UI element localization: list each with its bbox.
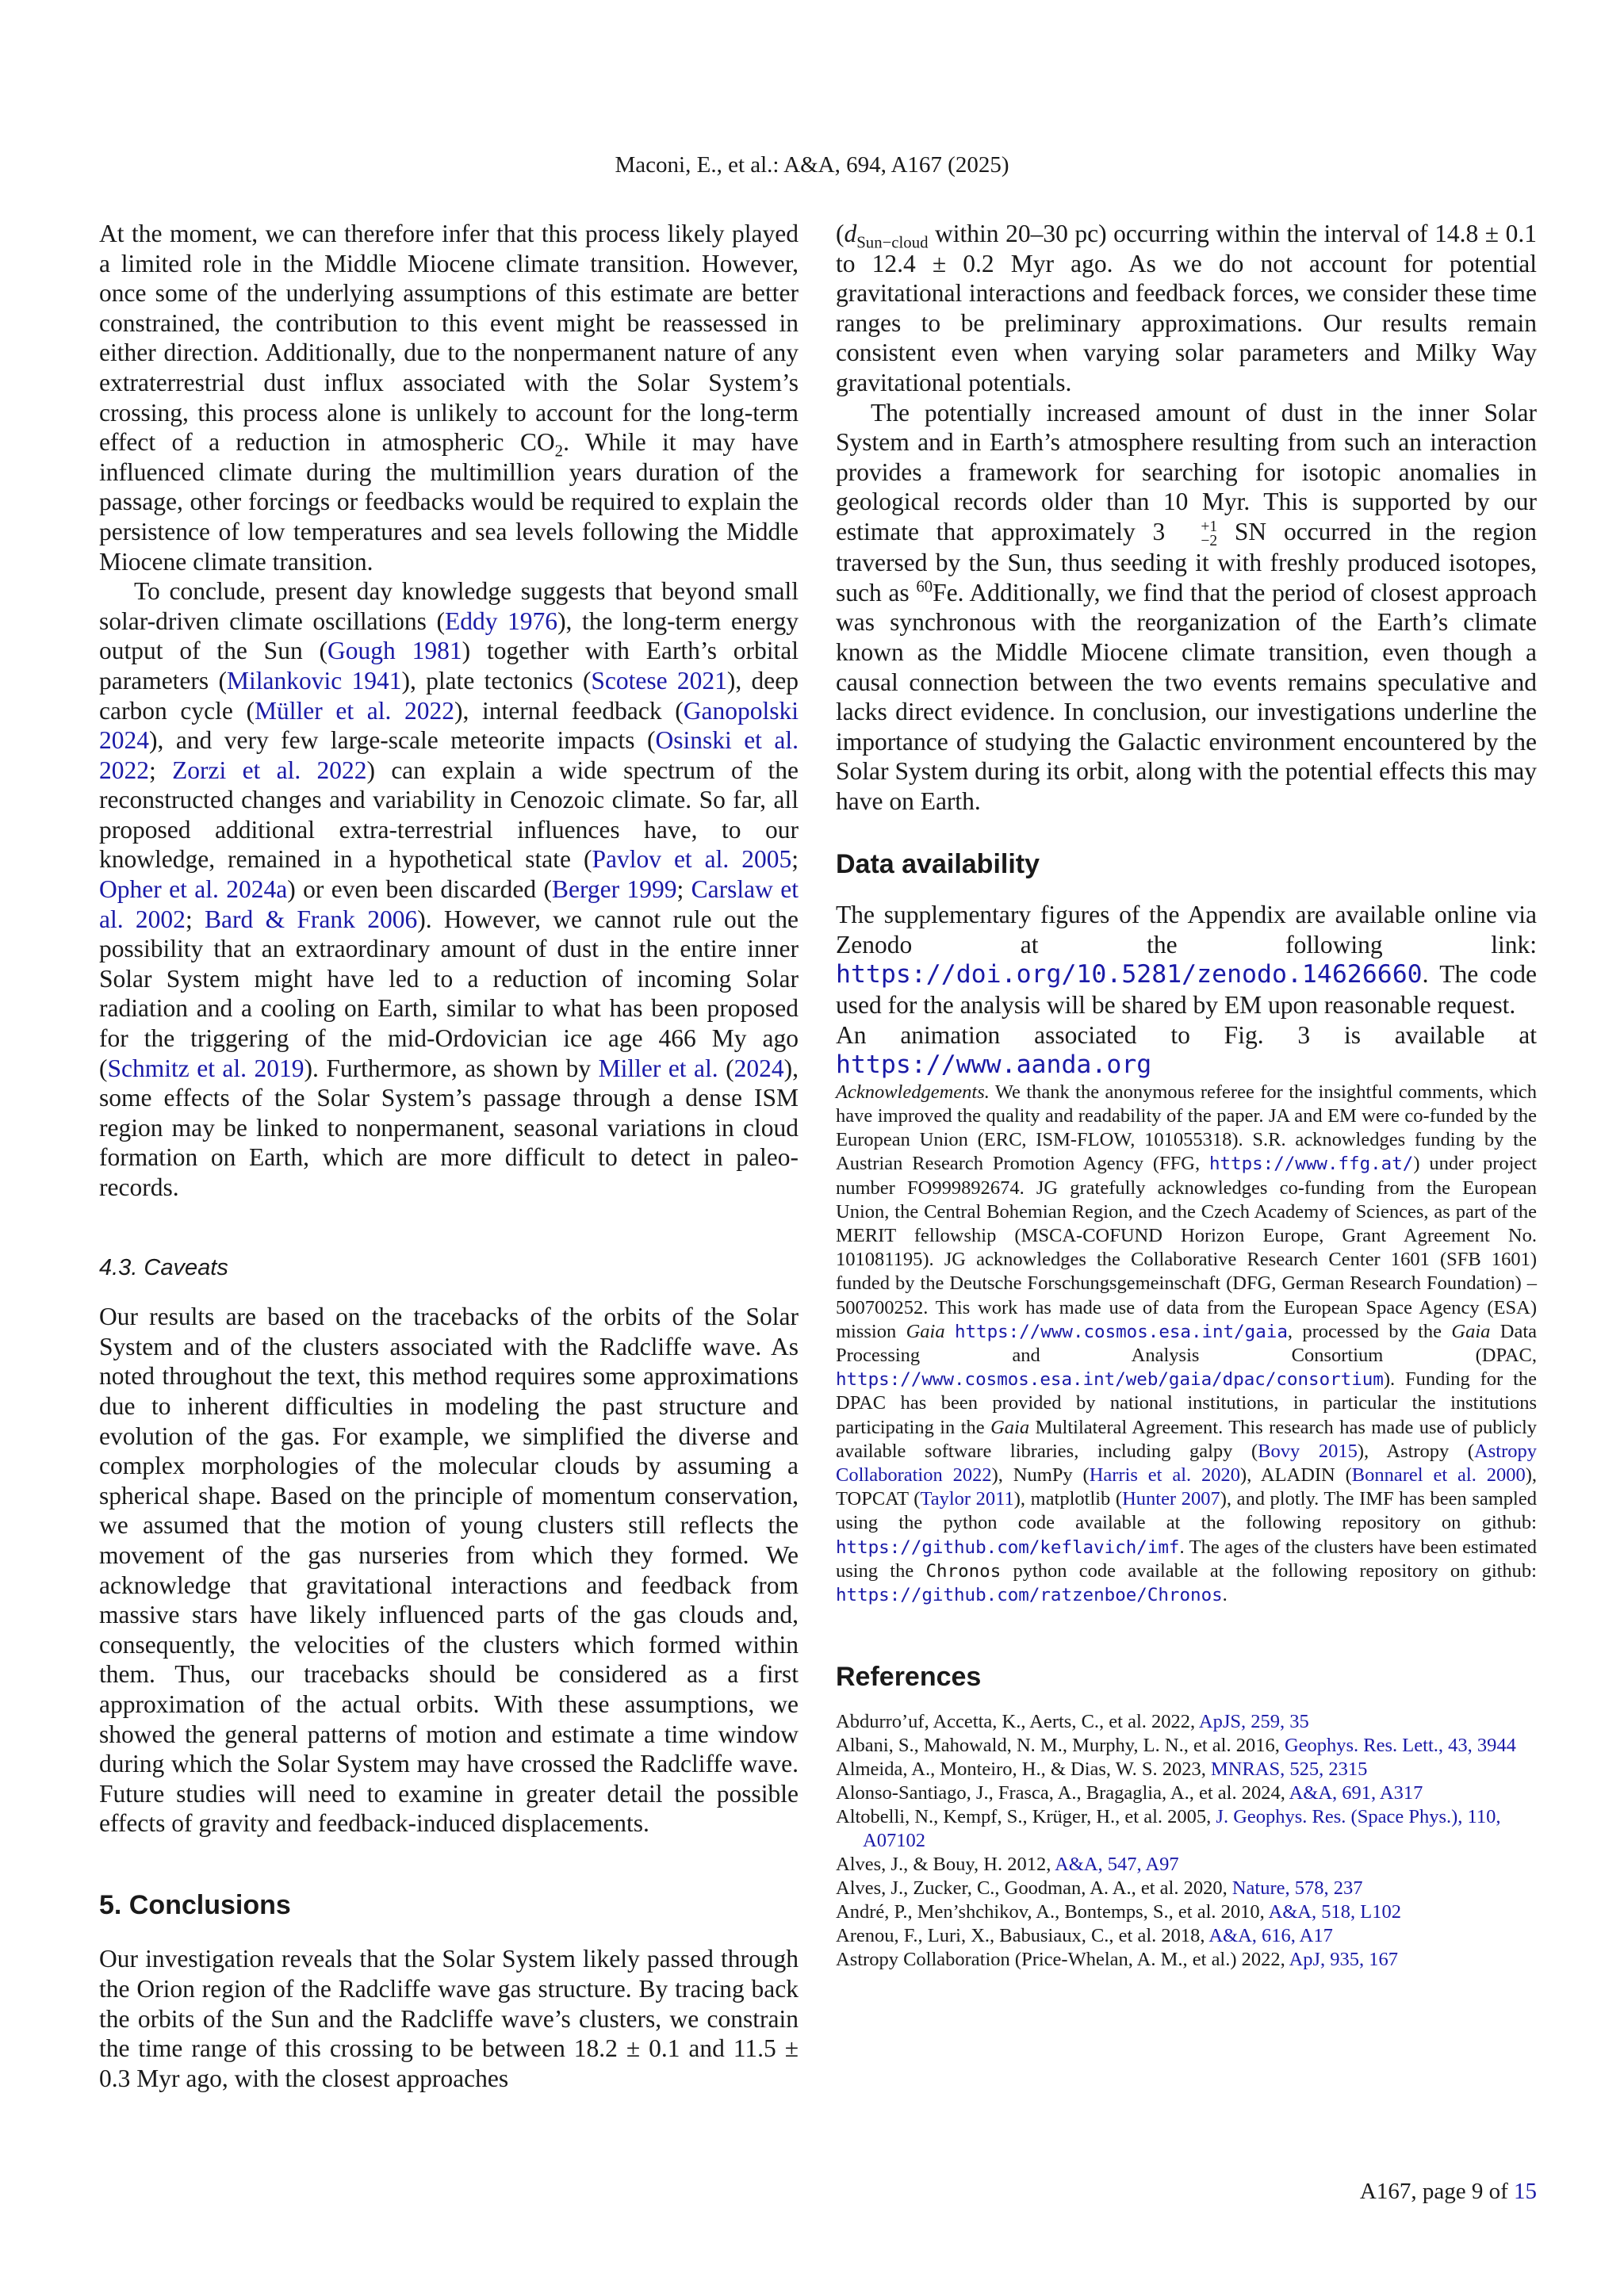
- citation-link[interactable]: Bard & Frank 2006: [205, 905, 418, 933]
- paragraph-data-availability: The supplementary figures of the Appendix are available online via Zenodo at the following link: https://doi.org/10.5281/zenodo.14626660. The code used for the analysis will be shared by EM upon reasonable request.: [836, 901, 1537, 1019]
- paragraph-dust-influx: At the moment, we can therefore infer that this process likely played a limited role in the Middle Miocene climate transition. However, once some of the underlying assumptions of this estimate are better constrained, the contribution to this event might be reassessed in either direction. Additionally, due to the nonpermanent nature of any extraterrestrial dust influx associated with the Solar System’s crossing, this process alone is unlikely to account for the long-term effect of a reduction in atmospheric $CO_2$. While it may have influenced climate during the multimillion years duration of the passage, other forcings or feedbacks would be required to explain the persistence of low temperatures and sea levels following the Middle Miocene climate transition.: [99, 220, 799, 576]
- acknowledgements: Acknowledgements. We thank the anonymous referee for the insightful comments, which have improved the quality and readability of the paper. JA and EM were co-funded by the European Union (ERC, ISM-FLOW, 101055318). S.R. acknowledges funding by the Austrian Research Promotion Agency (FFG, https://www.ffg.at/) under project number FO999892674. JG gratefully acknowledges co-funding from the European Union, the Central Bohemian Region, and the Czech Academy of Sciences, as part of the MERIT fellowship (MSCA-COFUND Horizon Europe, Grant Agreement No. 101081195). JG acknowledges the Collaborative Research Center 1601 (SFB 1601) funded by the Deutsche Forschungsgemeinschaft (DFG, German Research Foundation) – 500700252. This work has made use of data from the European Space Agency (ESA) mission Gaia https://www.cosmos.esa.int/gaia, processed by the Gaia Data Processing and Analysis Consortium (DPAC, https://www.cosmos.esa.int/web/gaia/dpac/consortium). Funding for the DPAC has been provided by national institutions, in particular the institutions participating in the Gaia Multilateral Agreement. This research has made use of publicly available software libraries, including galpy (Bovy 2015), Astropy (Astropy Collaboration 2022), NumPy (Harris et al. 2020), ALADIN (Bonnarel et al. 2000), TOPCAT (Taylor 2011), matplotlib (Hunter 2007), and plotly. The IMF has been sampled using the python code available at the following repository on github: https://github.com/keflavich/imf. The ages of the clusters have been estimated using the Chronos python code available at the following repository on github: https://github.com/ratzenboe/Chronos.: [836, 1081, 1537, 1606]
- citation-link[interactable]: Eddy 1976: [444, 607, 558, 635]
- chronos-code-name: Chronos: [925, 1560, 1002, 1582]
- citation-link[interactable]: Carslaw et al. 2002: [99, 875, 799, 933]
- citation-link[interactable]: Ganopolski 2024: [99, 696, 799, 755]
- citation-link[interactable]: Schmitz et al. 2019: [107, 1054, 304, 1082]
- citation-link[interactable]: Osinski et al. 2022: [99, 726, 799, 784]
- paragraph-conclusions: Our investigation reveals that the Solar System likely passed through the Orion region of the Radcliffe wave gas structure. By tracing back the orbits of the Sun and the Radcliffe wave’s clusters, we constrain the time range of this crossing to be between 18.2 ± 0.1 and 11.5 ± 0.3 Myr ago, with the closest approaches: [99, 1945, 799, 2092]
- reference-link[interactable]: ApJ, 935, 167: [1289, 1948, 1399, 1970]
- aanda-link[interactable]: https://www.aanda.org: [836, 1050, 1152, 1080]
- citation-link[interactable]: Berger 1999: [551, 875, 677, 904]
- citation-link[interactable]: Harris et al. 2020: [1089, 1464, 1241, 1487]
- reference-link[interactable]: A&A, 616, A17: [1208, 1924, 1333, 1946]
- paragraph-conclude: To conclude, present day knowledge suggests that beyond small solar-driven climate oscillations (Eddy 1976), the long-term energy output of the Sun (Gough 1981) together with Earth’s orbital parameters (Milankovic 1941), plate tectonics (Scotese 2021), deep carbon cycle (Müller et al. 2022), internal feedback (Ganopolski 2024), and very few large-scale meteorite impacts (Osinski et al. 2022; Zorzi et al. 2022) can explain a wide spectrum of the reconstructed changes and variability in Cenozoic climate. So far, all proposed additional extra-terrestrial influences have, to our knowledge, remained in a hypothetical state (Pavlov et al. 2005; Opher et al. 2024a) or even been discarded (Berger 1999; Carslaw et al. 2002; Bard & Frank 2006). However, we cannot rule out the possibility that an extraordinary amount of dust in the entire inner Solar System might have led to a reduction of incoming Solar radiation and a cooling on Earth, similar to what has been proposed for the triggering of the mid-Ordovician ice age 466 My ago (Schmitz et al. 2019). Furthermore, as shown by Miller et al. (2024), some effects of the Solar System’s passage through a dense ISM region may be linked to nonpermanent, seasonal variations in cloud formation on Earth, which are more difficult to detect in paleo-records.: [99, 577, 799, 1201]
- citation-link[interactable]: 2024: [733, 1054, 784, 1082]
- caveats-heading: 4.3. Caveats: [99, 1254, 228, 1280]
- paragraph-animation: An animation associated to Fig. 3 is available at https://www.aanda.org: [836, 1020, 1537, 1080]
- reference-item: Alves, J., & Bouy, H. 2012, A&A, 547, A97: [836, 1853, 1179, 1875]
- sn-uncertainty: +1 −2: [1201, 519, 1218, 549]
- reference-link[interactable]: A&A, 691, A317: [1289, 1781, 1423, 1804]
- gaia-link[interactable]: https://www.cosmos.esa.int/gaia: [954, 1321, 1288, 1342]
- dpac-link[interactable]: https://www.cosmos.esa.int/web/gaia/dpac/consortium: [836, 1369, 1384, 1391]
- citation-link[interactable]: Bonnarel et al. 2000: [1351, 1464, 1526, 1487]
- citation-link[interactable]: Bovy 2015: [1258, 1440, 1358, 1462]
- paragraph-caveats: Our results are based on the tracebacks of the orbits of the Solar System and of the clusters associated with the Radcliffe wave. As noted throughout the text, this method requires some approximations due to inherent difficulties in modeling the past structure and evolution of the gas. For example, we simplified the diverse and complex morphologies of the molecular clouds by assuming a spherical shape. Based on the principle of momentum conservation, we assumed that the motion of young clusters still reflects the movement of the gas nurseries from which they formed. We acknowledge that gravitational interactions and feedback from massive stars have likely influenced parts of the gas clouds and, consequently, the velocities of the clusters which formed within them. Thus, our tracebacks should be considered as a first approximation of the actual orbits. With these assumptions, we showed the general patterns of motion and estimate a time window during which the Solar System may have crossed the Radcliffe wave. Future studies will need to examine in greater detail the possible effects of gravity and feedback-induced displacements.: [99, 1303, 799, 1838]
- paragraph-closest-approach: ($d_{Sun-cloud}$ within 20–30 pc) occurring within the interval of 14.8 ± 0.1 to 12.4 ± 0.2 Myr ago. As we do not account for potential gravitational interactions and feedback forces, we consider these time ranges to be preliminary approximations. Our results remain consistent even when varying solar parameters and Milky Way gravitational potentials.: [836, 220, 1537, 396]
- citation-link[interactable]: Milankovic 1941: [226, 666, 402, 695]
- reference-item: Arenou, F., Luri, X., Babusiaux, C., et al. 2018, A&A, 616, A17: [836, 1924, 1333, 1946]
- reference-item: Alonso-Santiago, J., Frasca, A., Bragaglia, A., et al. 2024, A&A, 691, A317: [836, 1781, 1423, 1804]
- citation-link[interactable]: Miller et al.: [598, 1054, 718, 1082]
- reference-item: André, P., Men’shchikov, A., Bontemps, S., et al. 2010, A&A, 518, L102: [836, 1900, 1401, 1923]
- citation-link[interactable]: Taylor 2011: [920, 1488, 1014, 1510]
- citation-link[interactable]: Hunter 2007: [1122, 1488, 1220, 1510]
- reference-link[interactable]: A&A, 547, A97: [1055, 1853, 1179, 1875]
- references-heading: References: [836, 1662, 982, 1693]
- paragraph-dust-framework: The potentially increased amount of dust in the inner Solar System and in Earth’s atmosphere resulting from such an interaction provides a framework for searching for isotopic anomalies in geological records older than 10 Myr. This is supported by our estimate that approximately 3 +1 −2 SN occurred in the region traversed by the Sun, thus seeding it with freshly produced isotopes, such as $^{60}$Fe. Additionally, we find that the period of closest approach was synchronous with the reorganization of the Earth’s climate known as the Middle Miocene climate transition, even though a causal connection between the two events remains speculative and lacks direct evidence. In conclusion, our investigations underline the importance of studying the Galactic environment encountered by the Solar System during its orbit, along with the potential effects this may have on Earth.: [836, 398, 1537, 816]
- reference-link[interactable]: ApJS, 259, 35: [1198, 1710, 1309, 1732]
- reference-link[interactable]: J. Geophys. Res. (Space Phys.), 110, A07102: [863, 1805, 1501, 1851]
- imf-github-link[interactable]: https://github.com/keflavich/imf: [836, 1536, 1180, 1558]
- ffg-link[interactable]: https://www.ffg.at/: [1208, 1154, 1414, 1175]
- reference-link[interactable]: A&A, 518, L102: [1268, 1900, 1401, 1923]
- page-footer: A167, page 9 of 15: [1359, 2179, 1537, 2204]
- left-column: [99, 219, 799, 2093]
- references-list: [836, 1710, 1537, 1972]
- total-pages-link[interactable]: 15: [1514, 2179, 1537, 2204]
- running-head: Maconi, E., et al.: A&A, 694, A167 (2025): [615, 152, 1009, 178]
- data-availability-heading: Data availability: [836, 848, 1040, 879]
- citation-link[interactable]: Scotese 2021: [591, 666, 727, 695]
- reference-link[interactable]: Nature, 578, 237: [1231, 1877, 1363, 1899]
- reference-link[interactable]: Geophys. Res. Lett., 43, 3944: [1284, 1734, 1516, 1756]
- reference-item: Altobelli, N., Kempf, S., Krüger, H., et al. 2005, J. Geophys. Res. (Space Phys.), 110, A07102: [836, 1805, 1501, 1851]
- citation-link[interactable]: Pavlov et al. 2005: [592, 845, 792, 874]
- reference-item: Astropy Collaboration (Price-Whelan, A. M., et al.) 2022, ApJ, 935, 167: [836, 1948, 1399, 1970]
- conclusions-heading: 5. Conclusions: [99, 1889, 291, 1920]
- reference-item: Alves, J., Zucker, C., Goodman, A. A., et al. 2020, Nature, 578, 237: [836, 1877, 1363, 1899]
- right-column: [836, 219, 1537, 1972]
- reference-item: Abdurro’uf, Accetta, K., Aerts, C., et al. 2022, ApJS, 259, 35: [836, 1710, 1309, 1732]
- chronos-github-link[interactable]: https://github.com/ratzenboe/Chronos: [836, 1585, 1223, 1606]
- reference-item: Albani, S., Mahowald, N. M., Murphy, L. N., et al. 2016, Geophys. Res. Lett., 43, 3944: [836, 1734, 1516, 1756]
- reference-link[interactable]: MNRAS, 525, 2315: [1210, 1758, 1368, 1780]
- citation-link[interactable]: Müller et al. 2022: [254, 696, 455, 725]
- citation-link[interactable]: Zorzi et al. 2022: [172, 756, 367, 784]
- citation-link[interactable]: Astropy Collaboration 2022: [836, 1440, 1537, 1487]
- zenodo-link[interactable]: https://doi.org/10.5281/zenodo.14626660: [836, 960, 1423, 989]
- citation-link[interactable]: Gough 1981: [327, 637, 462, 665]
- reference-item: Almeida, A., Monteiro, H., & Dias, W. S. 2023, MNRAS, 525, 2315: [836, 1758, 1368, 1780]
- citation-link[interactable]: Opher et al. 2024a: [99, 875, 288, 904]
